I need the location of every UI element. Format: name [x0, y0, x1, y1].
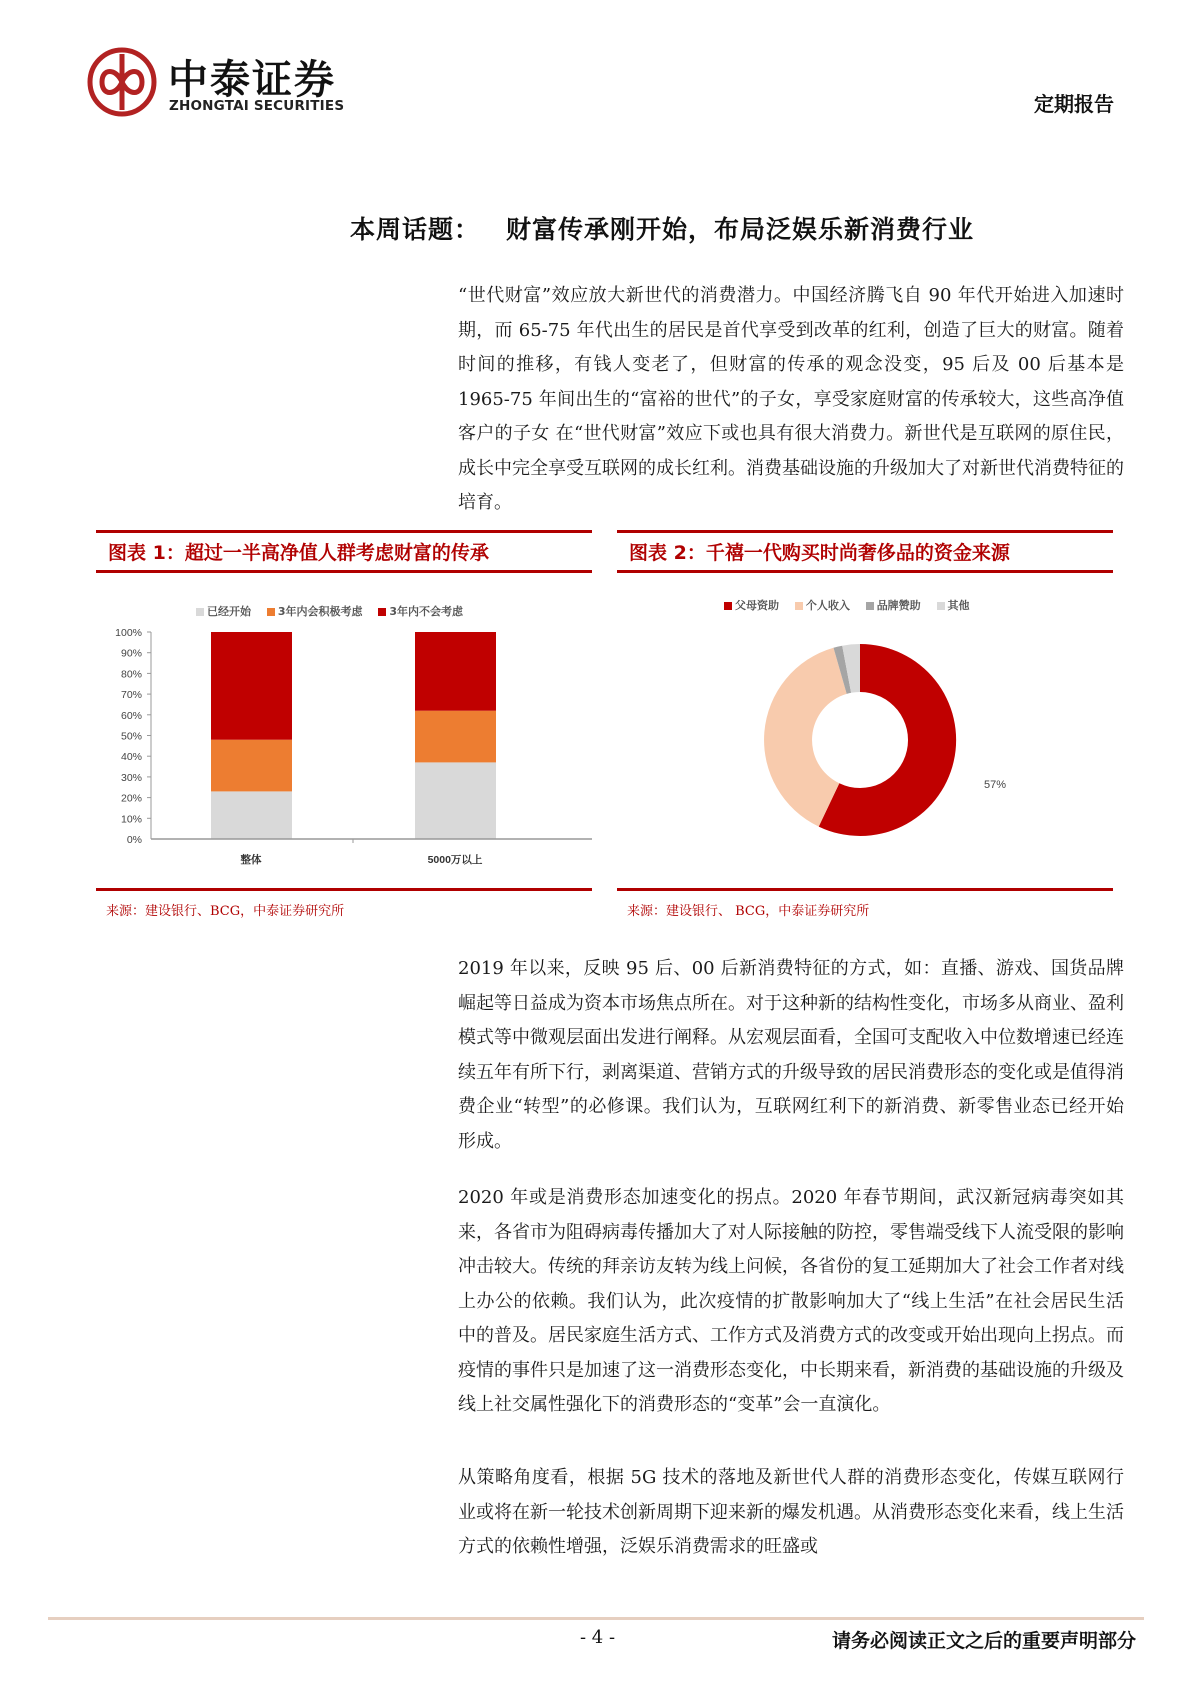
- figure-1-source: 来源：建设银行、BCG，中泰证券研究所: [106, 904, 345, 919]
- body-paragraph-1: 2019 年以来，反映 95 后、00 后新消费特征的方式，如：直播、游戏、国货品牌崛起等日益成为资本市场焦点所在。对于这种新的结构性变化，市场多从商业、盈利模式等中微观层面出发进行阐释。从宏观层面看，全国可支配收入中位数增速已经连续五年有所下行，剥离渠道、营销方式的升级导致的居民消费形态的变化或是值得消费企业“转型”的必修课。我们认为，互联网红利下的新消费、新零售业态已经开始形成。: [458, 958, 1124, 1152]
- legend-item-brand-sponsor: 品牌赞助: [866, 599, 921, 612]
- legend-swatch-lightgray: [937, 602, 945, 610]
- svg-text:40%: 40%: [120, 751, 142, 764]
- figure-2-source: 来源：建设银行、 BCG，中泰证券研究所: [627, 904, 870, 919]
- bar-overall: [211, 632, 292, 839]
- y-axis-ticks: [115, 627, 142, 846]
- legend-item-other: 其他: [937, 599, 970, 612]
- svg-text:20%: 20%: [120, 792, 142, 805]
- figure-2-legend: [724, 597, 982, 613]
- svg-text:0%: 0%: [126, 834, 142, 846]
- zhongtai-logo-icon: [86, 46, 158, 118]
- legend-item-considering: 3年内会积极考虑: [267, 605, 363, 618]
- svg-text:70%: 70%: [120, 689, 142, 702]
- logo-chinese-name: 中泰证券: [168, 57, 336, 103]
- company-logo: [86, 46, 386, 126]
- x-label-over-50m: 5000万以上: [427, 854, 483, 866]
- legend-swatch-gray: [196, 608, 204, 616]
- page-number: - 4 -: [580, 1627, 616, 1648]
- footer-divider: [48, 1617, 1144, 1620]
- legend-swatch-peach: [795, 602, 803, 610]
- legend-swatch-gray: [866, 602, 874, 610]
- svg-text:100%: 100%: [115, 627, 142, 639]
- body-paragraph-2: 2020 年或是消费形态加速变化的拐点。2020 年春节期间，武汉新冠病毒突如其来，各省市为阻碍病毒传播加大了对人际接触的防控，零售端受线下人流受限的影响冲击较大。传统的拜亲访友转为线上问候，各省份的复工延期加大了社会工作者对线上办公的依赖。我们认为，此次疫情的扩散影响加大了“线上生活”在社会居民生活中的普及。居民家庭生活方式、工作方式及消费方式的改变或开始出现向上拐点。而疫情的事件只是加速了这一消费形态变化，中长期来看，新消费的基础设施的升级及线上社交属性强化下的消费形态的“变革”会一直演化。: [458, 1187, 1124, 1415]
- figure-1-top-rule: [96, 530, 592, 533]
- svg-text:80%: 80%: [120, 668, 142, 681]
- legend-item-parents: 父母资助: [724, 599, 779, 612]
- report-type-label: 定期报告: [1034, 92, 1114, 116]
- figure-2-title-rule: [617, 570, 1113, 573]
- figure-1-bottom-rule: [96, 888, 592, 891]
- figure-2-bottom-rule: [617, 888, 1113, 891]
- figure-1-legend: [196, 603, 475, 619]
- svg-text:60%: 60%: [120, 709, 142, 722]
- legend-item-not-considering: 3年内不会考虑: [378, 605, 463, 618]
- figure-1-title-rule: [96, 570, 592, 573]
- figure-1: [96, 530, 592, 919]
- footer-disclaimer: 请务必阅读正文之后的重要声明部分: [831, 1630, 1136, 1652]
- figure-2-title: 图表 2：千禧一代购买时尚奢侈品的资金来源: [629, 542, 1010, 564]
- legend-swatch-orange: [267, 608, 275, 616]
- svg-text:30%: 30%: [120, 771, 142, 784]
- donut-chart: [617, 620, 1113, 890]
- legend-item-started: 已经开始: [196, 605, 251, 618]
- svg-text:50%: 50%: [120, 730, 142, 743]
- topic-headline: 财富传承刚开始，布局泛娱乐新消费行业: [506, 215, 975, 244]
- figure-2: [617, 530, 1113, 919]
- intro-paragraph: “世代财富”效应放大新世代的消费潜力。中国经济腾飞自 90 年代开始进入加速时期，而 65-75 年代出生的居民是首代享受到改革的红利，创造了巨大的财富。随着时间的推移，有钱人变老了，但财富的传承的观念没变，95 后及 00 后基本是 1965-75 年间出生的“富裕的世代”的子女，享受家庭财富的传承较大，这些高净值客户的子女 在“世代财富”效应下或也具有很大消费力。新世代是互联网的原住民，成长中完全享受互联网的成长红利。消费基础设施的升级加大了对新世代消费特征的培育。: [458, 285, 1124, 513]
- logo-english-name: ZHONGTAI SECURITIES: [169, 98, 345, 114]
- topic-label: 本周话题：: [350, 215, 481, 244]
- page-title: [350, 210, 974, 246]
- figure-1-title: 图表 1：超过一半高净值人群考虑财富的传承: [108, 542, 489, 564]
- bar-over-50m: [415, 632, 496, 839]
- donut-data-label: 57%: [984, 779, 1007, 791]
- legend-swatch-red: [378, 608, 386, 616]
- svg-text:90%: 90%: [120, 647, 142, 660]
- svg-text:10%: 10%: [120, 813, 142, 826]
- legend-item-personal-income: 个人收入: [795, 599, 850, 612]
- legend-swatch-red: [724, 602, 732, 610]
- stacked-bar-chart: [96, 620, 592, 890]
- x-label-overall: 整体: [240, 854, 262, 866]
- figure-2-top-rule: [617, 530, 1113, 533]
- body-paragraph-3: 从策略角度看，根据 5G 技术的落地及新世代人群的消费形态变化，传媒互联网行业或将在新一轮技术创新周期下迎来新的爆发机遇。从消费形态变化来看，线上生活方式的依赖性增强，泛娱乐消费需求的旺盛或: [458, 1467, 1124, 1557]
